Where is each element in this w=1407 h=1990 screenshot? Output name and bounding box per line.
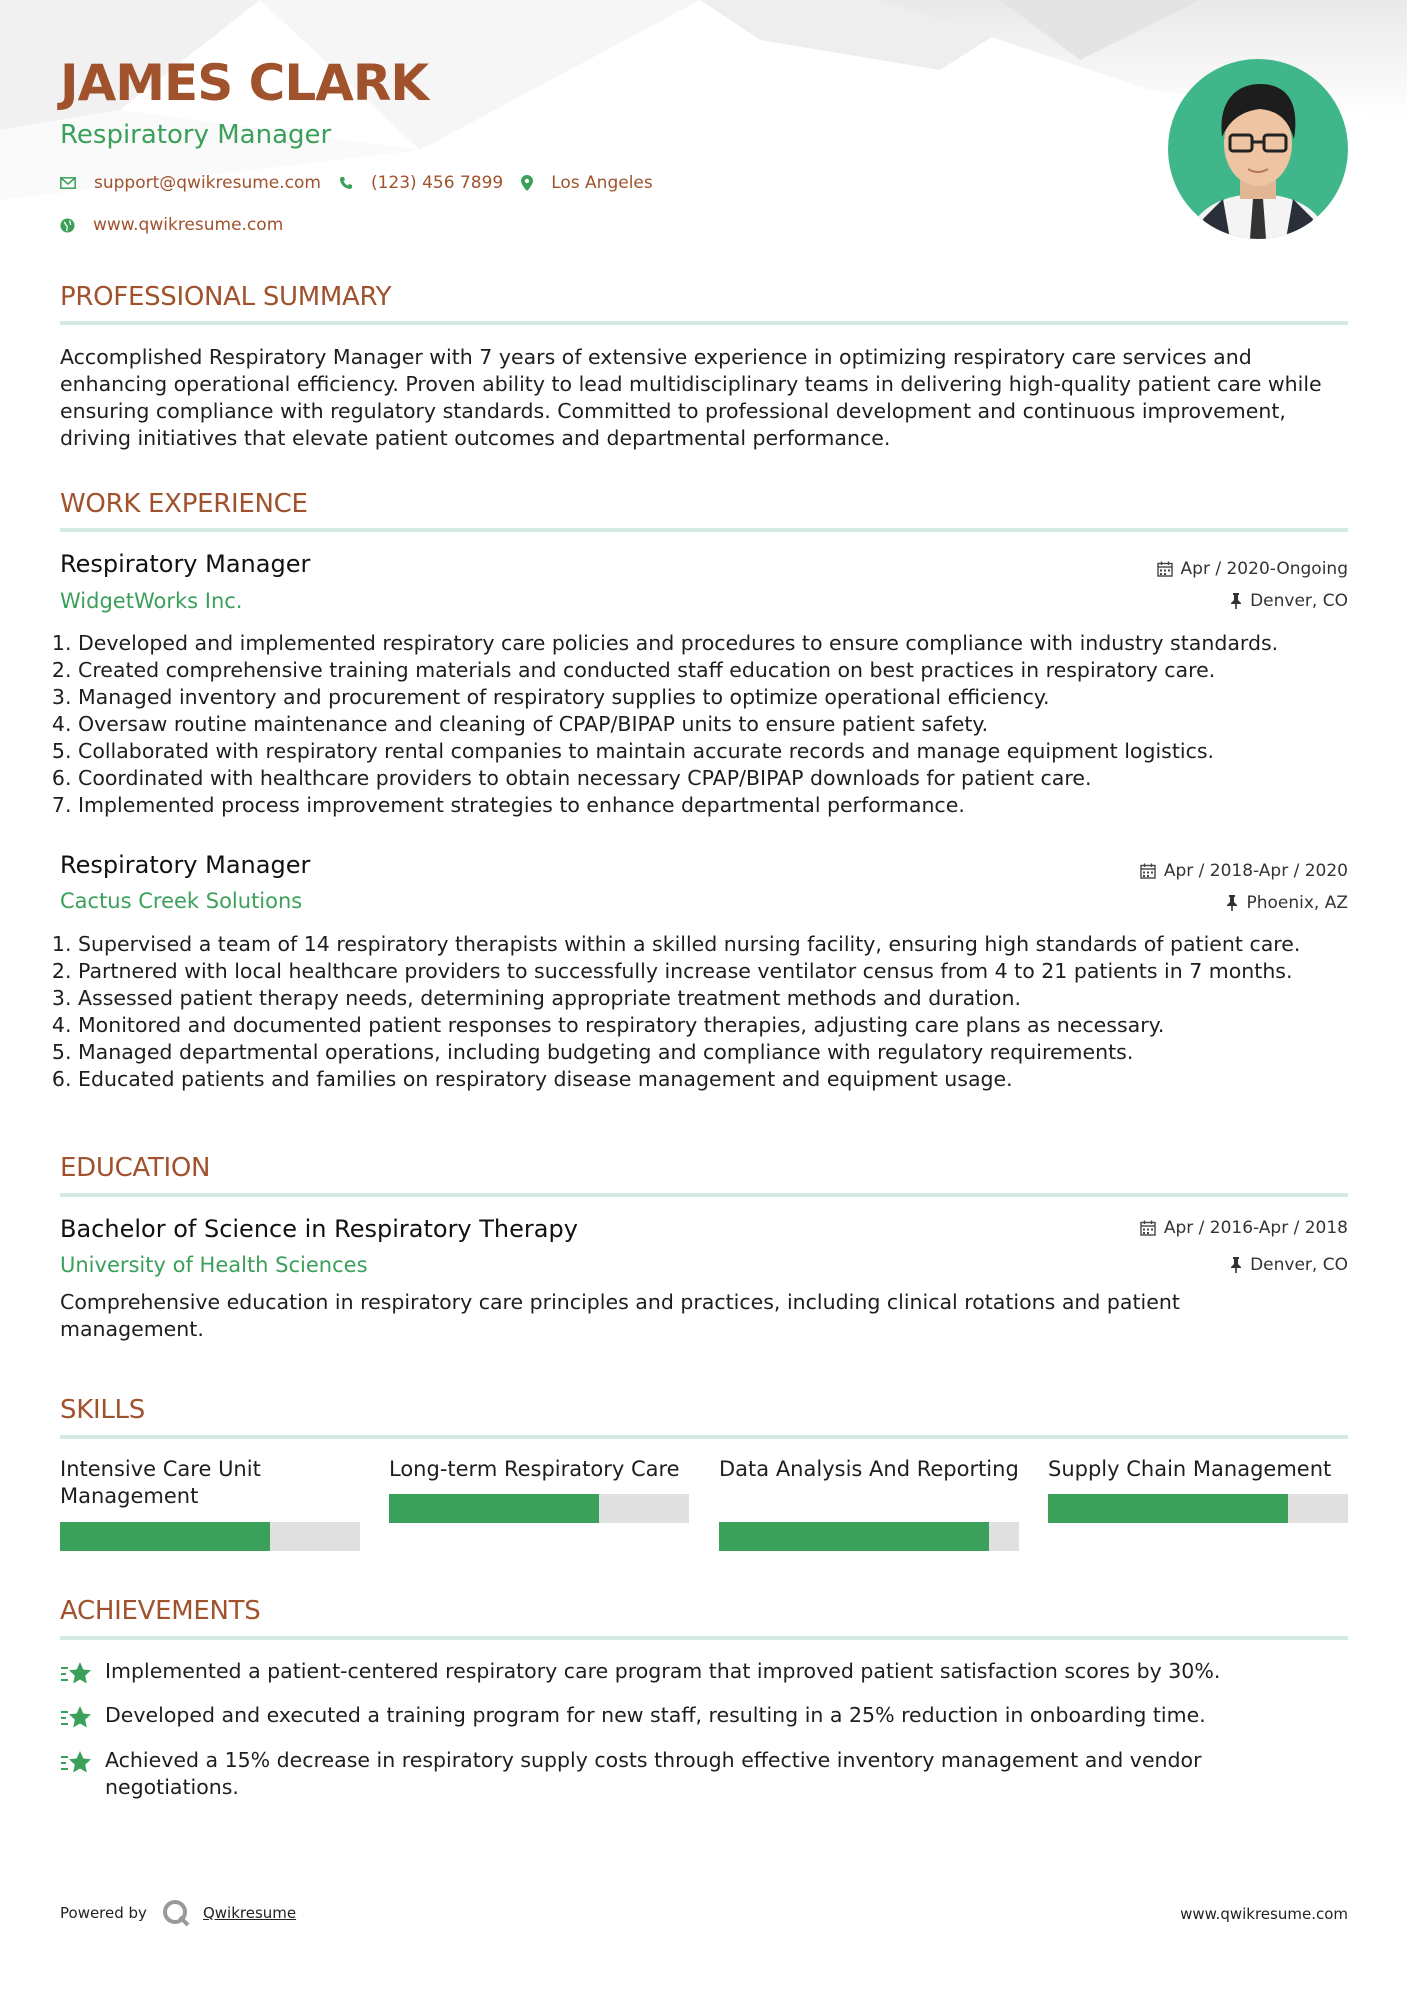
- list-item: 1. Developed and implemented respiratory care policies and procedures to ensure compliance with industry standards.: [78, 630, 1348, 657]
- skill-item: [719, 1456, 1019, 1510]
- education-location: [1230, 1255, 1348, 1275]
- qwikresume-link[interactable]: Qwikresume: [202, 1904, 297, 1922]
- pushpin-icon: [1230, 1257, 1242, 1273]
- section-divider: [60, 1193, 1348, 1197]
- candidate-name: JAMES CLARK: [60, 54, 429, 112]
- calendar-icon: [1140, 1220, 1156, 1236]
- job-dates: [1157, 559, 1348, 579]
- skill-level-fill: [719, 1522, 989, 1551]
- globe-icon: [60, 218, 75, 233]
- skill-level-bar: [389, 1494, 689, 1523]
- education-dates-text: Apr / 2016-Apr / 2018: [1163, 1218, 1348, 1238]
- candidate-title: Respiratory Manager: [60, 120, 332, 150]
- skill-level-fill: [389, 1494, 599, 1523]
- job-location-text: Denver, CO: [1250, 591, 1348, 611]
- section-divider: [60, 528, 1348, 532]
- degree-title: Bachelor of Science in Respiratory Therapy: [60, 1215, 578, 1243]
- list-item: 1. Supervised a team of 14 respiratory therapists within a skilled nursing facility, ensuring high standards of patient care.: [78, 931, 1348, 958]
- qwikresume-logo-icon: [161, 1898, 191, 1928]
- skill-name: Long-term Respiratory Care: [389, 1457, 680, 1481]
- skill-level-fill: [60, 1522, 270, 1551]
- skill-level-bar: [1048, 1494, 1348, 1523]
- skills-heading: SKILLS: [60, 1395, 145, 1425]
- list-item: 5. Collaborated with respiratory rental companies to maintain accurate records and manage equipment logistics.: [78, 738, 1348, 765]
- company-name: WidgetWorks Inc.: [60, 589, 243, 613]
- list-item: 4. Monitored and documented patient responses to respiratory therapies, adjusting care plans as necessary.: [78, 1012, 1348, 1039]
- section-divider: [60, 1636, 1348, 1640]
- skill-item: [60, 1456, 360, 1510]
- skill-name: Data Analysis And Reporting: [719, 1457, 1019, 1481]
- pushpin-icon: [1230, 593, 1242, 609]
- achievement-item: [60, 1702, 1348, 1735]
- achievement-text: Developed and executed a training program for new staff, resulting in a 25% reduction in onboarding time.: [105, 1703, 1206, 1727]
- skill-level-bar: [719, 1522, 1019, 1551]
- email-item[interactable]: [60, 173, 321, 193]
- website-text: www.qwikresume.com: [93, 215, 284, 235]
- pushpin-icon: [1226, 895, 1238, 911]
- email-text: support@qwikresume.com: [94, 173, 321, 193]
- job-dates-text: Apr / 2018-Apr / 2020: [1163, 861, 1348, 881]
- calendar-icon: [1157, 561, 1173, 577]
- list-item: 3. Managed inventory and procurement of respiratory supplies to optimize operational efficiency.: [78, 684, 1348, 711]
- list-item: 2. Partnered with local healthcare providers to successfully increase ventilator census from 4 to 21 patients in 7 months.: [78, 958, 1348, 985]
- footer-website[interactable]: www.qwikresume.com: [1180, 1905, 1348, 1923]
- job-title: Respiratory Manager: [60, 550, 311, 578]
- list-item: 5. Managed departmental operations, including budgeting and compliance with regulatory requirements.: [78, 1039, 1348, 1066]
- website-item[interactable]: [60, 215, 283, 235]
- phone-text: (123) 456 7899: [370, 173, 504, 193]
- phone-icon: [339, 176, 353, 190]
- achievement-text: Implemented a patient-centered respiratory care program that improved patient satisfaction scores by 30%.: [105, 1659, 1221, 1683]
- summary-text: Accomplished Respiratory Manager with 7 years of extensive experience in optimizing respiratory care services and enhancing operational efficiency. Proven ability to lead multidisciplinary teams in delivering high-quality patient care while ensuring compliance with regulatory standards. Committed to professional development and continuous improvement, driving initiatives that elevate patient outcomes and departmental performance.: [60, 345, 1322, 450]
- profile-photo: [1168, 59, 1348, 239]
- job-duties-list: [60, 630, 1348, 819]
- achievement-item: [60, 1747, 1348, 1801]
- skill-level-bar: [60, 1522, 360, 1551]
- footer-powered-by: [60, 1898, 296, 1928]
- education-description: Comprehensive education in respiratory care principles and practices, including clinical rotations and patient management.: [60, 1290, 1180, 1341]
- experience-heading: WORK EXPERIENCE: [60, 489, 308, 519]
- achievement-item: [60, 1658, 1348, 1691]
- school-name: University of Health Sciences: [60, 1253, 368, 1277]
- job-dates: [1140, 861, 1348, 881]
- education-location-text: Denver, CO: [1250, 1255, 1348, 1275]
- contact-row: [60, 173, 671, 193]
- skill-item: [389, 1456, 689, 1510]
- envelope-icon: [60, 177, 76, 189]
- education-dates: [1140, 1218, 1348, 1238]
- location-text: Los Angeles: [551, 173, 653, 193]
- job-dates-text: Apr / 2020-Ongoing: [1180, 559, 1348, 579]
- map-pin-icon: [521, 175, 533, 191]
- job-location-text: Phoenix, AZ: [1246, 893, 1348, 913]
- job-duties-list: [60, 931, 1348, 1093]
- achievements-heading: ACHIEVEMENTS: [60, 1596, 261, 1626]
- skill-level-fill: [1048, 1494, 1288, 1523]
- star-badge-icon: [60, 1750, 92, 1776]
- star-badge-icon: [60, 1705, 92, 1731]
- phone-item[interactable]: [339, 173, 503, 193]
- skill-item: [1048, 1456, 1348, 1510]
- powered-by-label: Powered by: [60, 1904, 147, 1922]
- job-location: [1226, 893, 1348, 913]
- calendar-icon: [1140, 863, 1156, 879]
- list-item: 7. Implemented process improvement strategies to enhance departmental performance.: [78, 792, 1348, 819]
- skill-name: Intensive Care Unit Management: [60, 1457, 261, 1508]
- list-item: 6. Coordinated with healthcare providers to obtain necessary CPAP/BIPAP downloads for patient care.: [78, 765, 1348, 792]
- list-item: 4. Oversaw routine maintenance and cleaning of CPAP/BIPAP units to ensure patient safety.: [78, 711, 1348, 738]
- achievement-text: Achieved a 15% decrease in respiratory supply costs through effective inventory management and vendor negotiations.: [105, 1748, 1202, 1799]
- summary-heading: PROFESSIONAL SUMMARY: [60, 282, 392, 312]
- location-item: [521, 173, 653, 193]
- job-title: Respiratory Manager: [60, 851, 311, 879]
- education-heading: EDUCATION: [60, 1153, 211, 1183]
- list-item: 3. Assessed patient therapy needs, determining appropriate treatment methods and duration.: [78, 985, 1348, 1012]
- section-divider: [60, 1435, 1348, 1439]
- star-badge-icon: [60, 1661, 92, 1687]
- list-item: 2. Created comprehensive training materials and conducted staff education on best practices in respiratory care.: [78, 657, 1348, 684]
- contact-row-website: [60, 215, 301, 235]
- job-location: [1230, 591, 1348, 611]
- skill-name: Supply Chain Management: [1048, 1457, 1332, 1481]
- company-name: Cactus Creek Solutions: [60, 889, 303, 913]
- section-divider: [60, 321, 1348, 325]
- list-item: 6. Educated patients and families on respiratory disease management and equipment usage.: [78, 1066, 1348, 1093]
